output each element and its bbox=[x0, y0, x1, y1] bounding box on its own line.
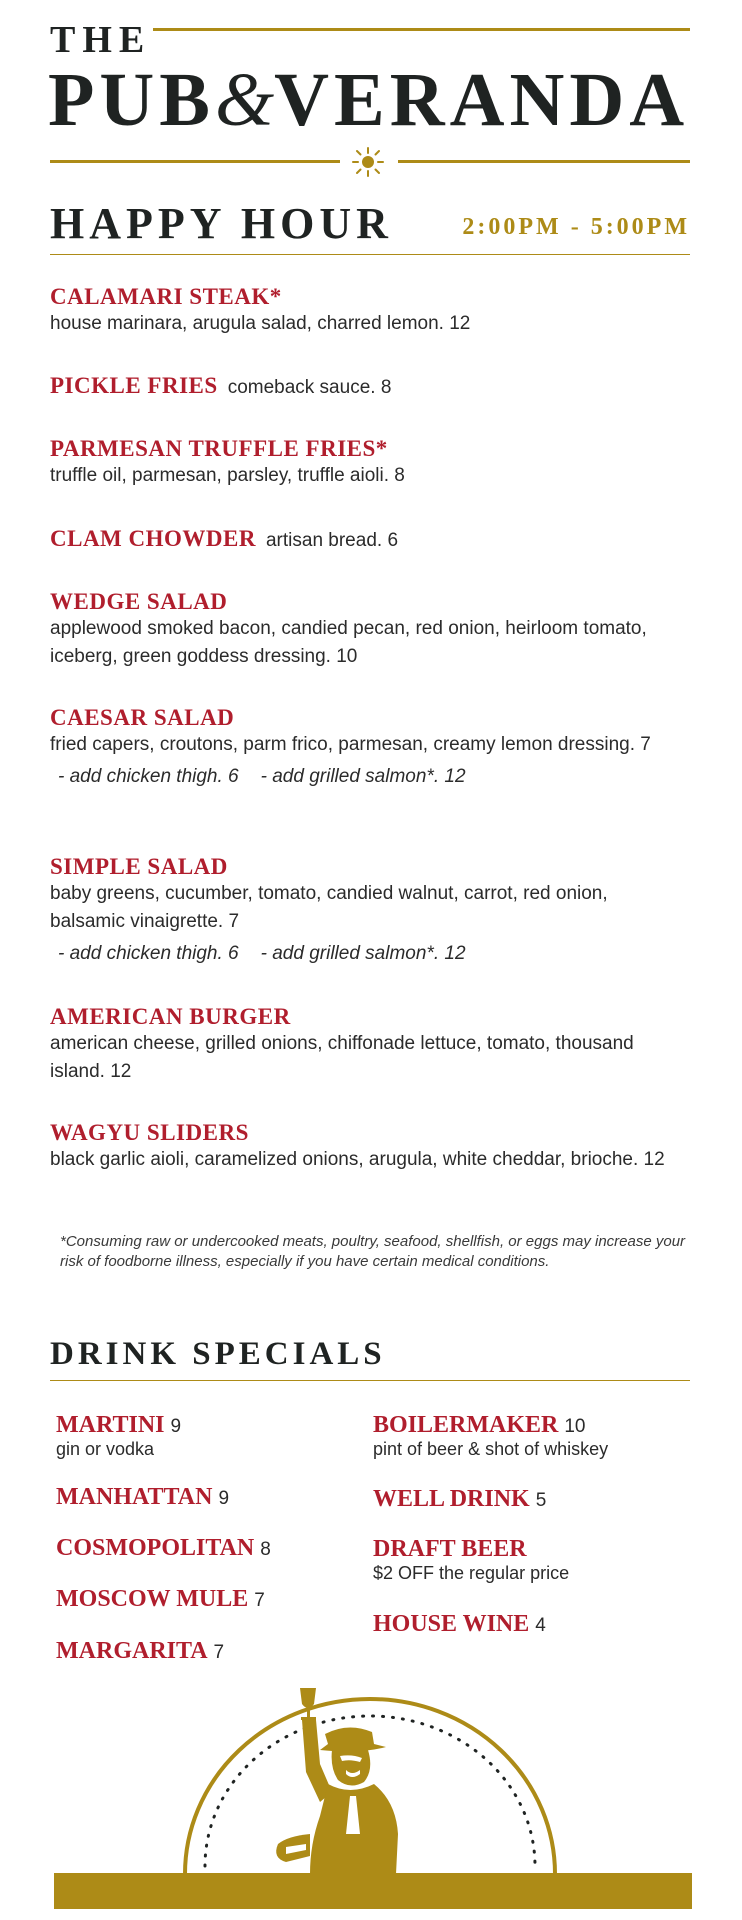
addon-chicken: - add chicken thigh. 6 bbox=[58, 943, 239, 964]
item-name: SIMPLE SALAD bbox=[50, 854, 228, 879]
menu-item bbox=[50, 436, 690, 490]
restaurant-name bbox=[48, 60, 694, 140]
footer-gold-bar bbox=[54, 1873, 692, 1909]
drink-item bbox=[56, 1535, 271, 1562]
addon-salmon: - add grilled salmon*. 12 bbox=[260, 766, 466, 787]
drink-name: HOUSE WINE bbox=[373, 1611, 530, 1637]
item-name: CALAMARI STEAK* bbox=[50, 284, 282, 309]
item-name: PICKLE FRIES bbox=[50, 373, 218, 398]
drink-name: MOSCOW MULE bbox=[56, 1586, 249, 1612]
addon-salmon: - add grilled salmon*. 12 bbox=[260, 943, 466, 964]
item-description: fried capers, croutons, parm frico, parmesan, creamy lemon dressing. 7 bbox=[50, 734, 651, 755]
toasting-man-icon bbox=[160, 1684, 580, 1874]
item-name: CAESAR SALAD bbox=[50, 705, 235, 730]
drink-price: 9 bbox=[170, 1416, 182, 1437]
happy-hour-time: 2:00PM - 5:00PM bbox=[462, 214, 690, 240]
menu-item bbox=[50, 1120, 690, 1174]
menu-item bbox=[50, 1004, 690, 1086]
name-part-pub: PUB bbox=[48, 58, 215, 142]
item-addons bbox=[50, 940, 690, 968]
health-disclaimer: *Consuming raw or undercooked meats, poultry, seafood, shellfish, or eggs may increase your risk of foodborne illness, especially if you have certain medical conditions. bbox=[60, 1233, 686, 1270]
drink-specials-rule bbox=[50, 1380, 690, 1381]
item-name: AMERICAN BURGER bbox=[50, 1004, 291, 1029]
drink-name: MARTINI bbox=[56, 1412, 165, 1438]
drink-item bbox=[56, 1586, 265, 1613]
item-description: baby greens, cucumber, tomato, candied walnut, carrot, red onion, balsamic vinaigrette. 7 bbox=[50, 883, 608, 932]
sun-icon bbox=[350, 146, 386, 178]
header-the: THE bbox=[50, 19, 152, 61]
drink-price: 9 bbox=[218, 1488, 230, 1509]
drink-specials-title: DRINK SPECIALS bbox=[50, 1336, 386, 1372]
item-name: CLAM CHOWDER bbox=[50, 526, 256, 551]
drink-name: DRAFT BEER bbox=[373, 1536, 527, 1562]
menu-item bbox=[50, 705, 690, 791]
drink-note: pint of beer & shot of whiskey bbox=[373, 1439, 609, 1459]
name-ampersand: & bbox=[215, 58, 275, 142]
menu-item bbox=[50, 854, 690, 968]
menu-item bbox=[50, 373, 690, 399]
item-name-row bbox=[50, 526, 690, 552]
item-description: black garlic aioli, caramelized onions, arugula, white cheddar, brioche. 12 bbox=[50, 1149, 665, 1170]
drink-price: 5 bbox=[535, 1490, 547, 1511]
item-description: house marinara, arugula salad, charred lemon. 12 bbox=[50, 313, 471, 334]
item-description: american cheese, grilled onions, chiffonade lettuce, tomato, thousand island. 12 bbox=[50, 1033, 634, 1082]
drink-note: gin or vodka bbox=[56, 1439, 155, 1459]
drink-item bbox=[56, 1412, 181, 1460]
drink-item bbox=[56, 1638, 224, 1665]
name-part-veranda: VERANDA bbox=[274, 58, 690, 142]
drink-name: WELL DRINK bbox=[373, 1486, 530, 1512]
item-addons bbox=[50, 763, 690, 791]
drink-item bbox=[56, 1484, 229, 1511]
drink-price: 10 bbox=[564, 1416, 586, 1437]
item-description: truffle oil, parmesan, parsley, truffle aioli. 8 bbox=[50, 465, 405, 486]
item-name: WAGYU SLIDERS bbox=[50, 1120, 249, 1145]
item-name-row bbox=[50, 373, 690, 399]
drink-name: MANHATTAN bbox=[56, 1484, 213, 1510]
drink-item bbox=[373, 1486, 546, 1513]
drink-item bbox=[373, 1412, 608, 1460]
drink-name: MARGARITA bbox=[56, 1638, 208, 1664]
drink-item bbox=[373, 1611, 546, 1638]
drink-item bbox=[373, 1536, 569, 1584]
item-description: comeback sauce. 8 bbox=[227, 377, 392, 398]
header-rule-right bbox=[398, 160, 690, 163]
drink-price: 8 bbox=[260, 1539, 271, 1560]
header-top-rule bbox=[153, 28, 690, 31]
addon-chicken: - add chicken thigh. 6 bbox=[58, 766, 239, 787]
drink-name: COSMOPOLITAN bbox=[56, 1535, 255, 1561]
happy-hour-title: HAPPY HOUR bbox=[50, 199, 393, 248]
menu-item bbox=[50, 526, 690, 552]
item-description: applewood smoked bacon, candied pecan, red onion, heirloom tomato, iceberg, green goddess dressing. 10 bbox=[50, 618, 647, 667]
item-name: WEDGE SALAD bbox=[50, 589, 228, 614]
item-name: PARMESAN TRUFFLE FRIES* bbox=[50, 436, 388, 461]
drink-price: 7 bbox=[213, 1642, 225, 1663]
drink-note: $2 OFF the regular price bbox=[373, 1563, 570, 1583]
drink-price: 7 bbox=[254, 1590, 265, 1611]
happy-hour-rule bbox=[50, 254, 690, 255]
drink-name: BOILERMAKER bbox=[373, 1412, 559, 1438]
header-rule-left bbox=[50, 160, 340, 163]
drink-price: 4 bbox=[535, 1615, 546, 1636]
menu-item bbox=[50, 589, 690, 671]
menu-item bbox=[50, 284, 690, 338]
item-description: artisan bread. 6 bbox=[265, 530, 399, 551]
